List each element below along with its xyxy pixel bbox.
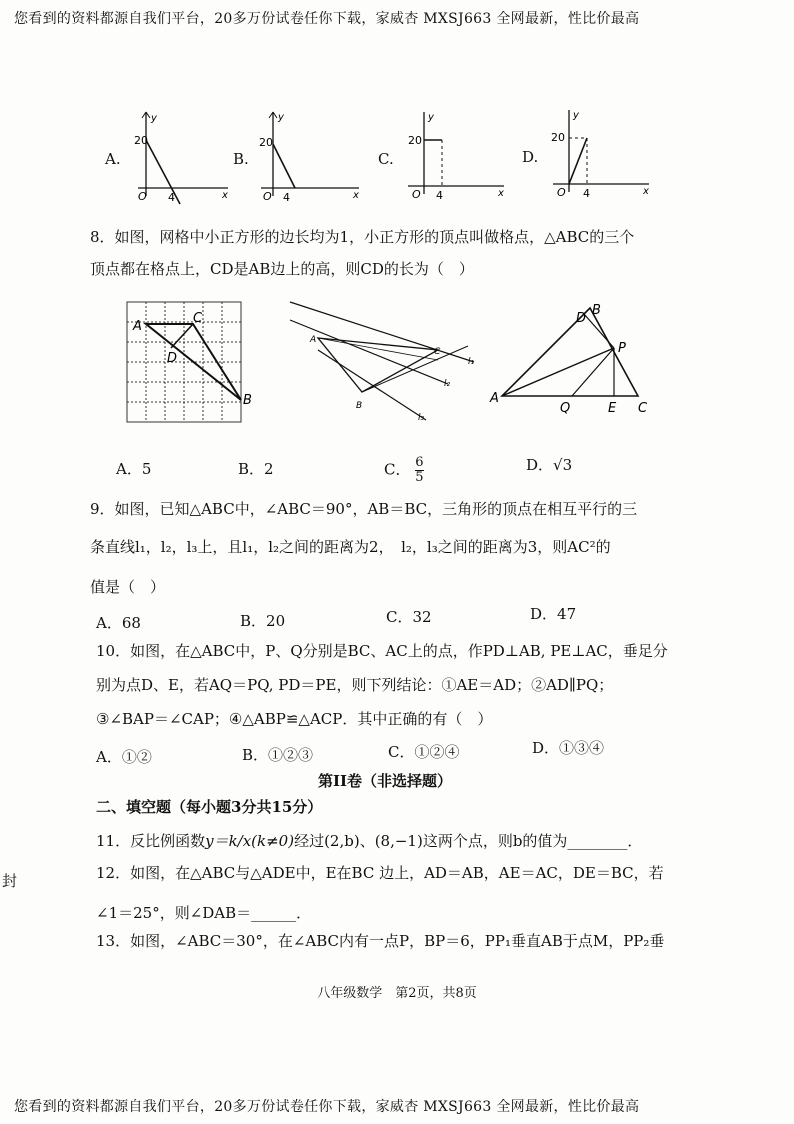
section-title: 第II卷（非选择题）	[318, 772, 453, 790]
svg-text:x: x	[498, 188, 504, 199]
q9-parallel-lines-figure	[288, 300, 488, 425]
q11-text: 11．反比例函数y＝k/x(k≠0)经过(2,b)、(8,−1)这两个点，则b的值为________．	[96, 832, 643, 850]
q9-option-b: B．20	[240, 612, 286, 630]
q7-graph-c	[400, 108, 510, 203]
svg-text:x: x	[643, 186, 649, 197]
y-axis-label: y	[151, 113, 157, 124]
svg-text:C: C	[638, 401, 648, 416]
q7-graph-d	[545, 106, 655, 201]
svg-text:4: 4	[583, 187, 590, 200]
svg-text:4: 4	[436, 189, 443, 202]
tick-20: 20	[134, 134, 148, 147]
q8-grid-figure	[125, 300, 260, 425]
page-footer-banner: 您看到的资料都源自我们平台，20多万份试卷任你下载，家威杏 MXSJ663 全网最新，性比价最高	[14, 1099, 640, 1115]
q8-option-b: B．2	[238, 460, 274, 478]
svg-text:x: x	[353, 190, 359, 201]
q10-option-a: A．①②	[96, 748, 152, 766]
q9-text-line2: 条直线l₁，l₂，l₃上，且l₁，l₂之间的距离为2， l₂，l₃之间的距离为3，则AC²的	[90, 538, 611, 556]
svg-text:O: O	[557, 186, 566, 199]
svg-text:y: y	[428, 112, 434, 123]
origin-label: O	[138, 190, 147, 203]
point-B-label: B	[243, 393, 252, 408]
q13-text-line1: 13．如图，∠ABC＝30°，在∠ABC内有一点P，BP＝6，PP₁垂直AB于点M，PP₂垂	[96, 932, 665, 950]
svg-text:20: 20	[259, 136, 273, 149]
q12-text-line2: ∠1＝25°，则∠DAB＝______．	[96, 904, 312, 922]
svg-text:C: C	[434, 347, 441, 357]
q7-graph-a	[120, 108, 230, 203]
svg-text:4: 4	[283, 191, 290, 204]
q8-text-line2: 顶点都在格点上，CD是AB边上的高，则CD的长为（ ）	[90, 260, 474, 278]
svg-text:O: O	[263, 190, 272, 203]
svg-text:l₃: l₃	[418, 413, 425, 423]
page-header-banner: 您看到的资料都源自我们平台，20多万份试卷任你下载，家威杏 MXSJ663 全网最新，性比价最高	[14, 11, 640, 27]
svg-text:B: B	[356, 401, 363, 411]
tick-4: 4	[168, 191, 175, 204]
q10-text-line2: 别为点D、E，若AQ＝PQ, PD＝PE，则下列结论：①AE＝AD；②AD∥PQ；	[96, 676, 614, 694]
svg-text:E: E	[608, 401, 617, 416]
x-axis-label: x	[222, 190, 228, 201]
q10-option-b: B．①②③	[242, 746, 314, 764]
q9-text-line1: 9．如图，已知△ABC中，∠ABC＝90°，AB＝BC，三角形的顶点在相互平行的三	[90, 500, 638, 518]
svg-text:20: 20	[551, 131, 565, 144]
q12-text-line1: 12．如图，在△ABC与△ADE中，E在BC 边上，AD＝AB，AE＝AC，DE＝BC，若	[96, 864, 664, 882]
svg-text:A: A	[490, 391, 499, 406]
q9-option-d: D．47	[530, 605, 577, 623]
q8-text-line1: 8．如图，网格中小正方形的边长均为1，小正方形的顶点叫做格点，△ABC的三个	[90, 228, 635, 246]
q10-option-d: D．①③④	[532, 739, 605, 757]
svg-text:20: 20	[408, 134, 422, 147]
q7-option-b-label: B.	[233, 150, 249, 168]
q7-option-a-label: A.	[105, 150, 121, 168]
q8-option-d: D．√3	[526, 456, 573, 474]
page-number: 八年级数学 第2页，共8页	[317, 986, 477, 1001]
svg-text:O: O	[412, 188, 421, 201]
q10-text-line1: 10．如图，在△ABC中，P、Q分别是BC、AC上的点，作PD⊥AB, PE⊥AC，垂足分	[96, 642, 668, 660]
q9-text-line3: 值是（ ）	[90, 578, 166, 596]
svg-text:l₂: l₂	[444, 379, 451, 389]
svg-text:B: B	[592, 303, 601, 318]
point-A-label: A	[133, 319, 142, 334]
svg-text:Q: Q	[560, 401, 571, 416]
part2-heading: 二、填空题（每小题3分共15分）	[96, 798, 323, 816]
q10-triangle-figure	[488, 300, 658, 418]
q10-option-c: C．①②④	[388, 743, 460, 761]
q9-option-c: C．32	[386, 608, 432, 626]
point-D-label: D	[167, 351, 178, 366]
svg-text:A: A	[310, 335, 317, 345]
q7-option-d-label: D.	[522, 148, 539, 166]
q10-text-line3: ③∠BAP＝∠CAP；④△ABP≌△ACP．其中正确的有（ ）	[96, 710, 493, 728]
q7-graph-b	[255, 108, 365, 203]
svg-text:l₁: l₁	[468, 357, 475, 367]
q9-option-a: A．68	[96, 614, 141, 632]
svg-text:D: D	[576, 311, 587, 326]
margin-seal-char: 封	[2, 872, 18, 890]
svg-text:y: y	[573, 110, 579, 121]
svg-text:y: y	[278, 112, 284, 123]
point-C-label: C	[193, 311, 203, 326]
q7-option-c-label: C.	[378, 150, 394, 168]
q8-option-a: A．5	[116, 460, 152, 478]
q8-option-c: C． $\frac{6}{5}$	[384, 455, 424, 485]
svg-text:P: P	[618, 341, 626, 356]
